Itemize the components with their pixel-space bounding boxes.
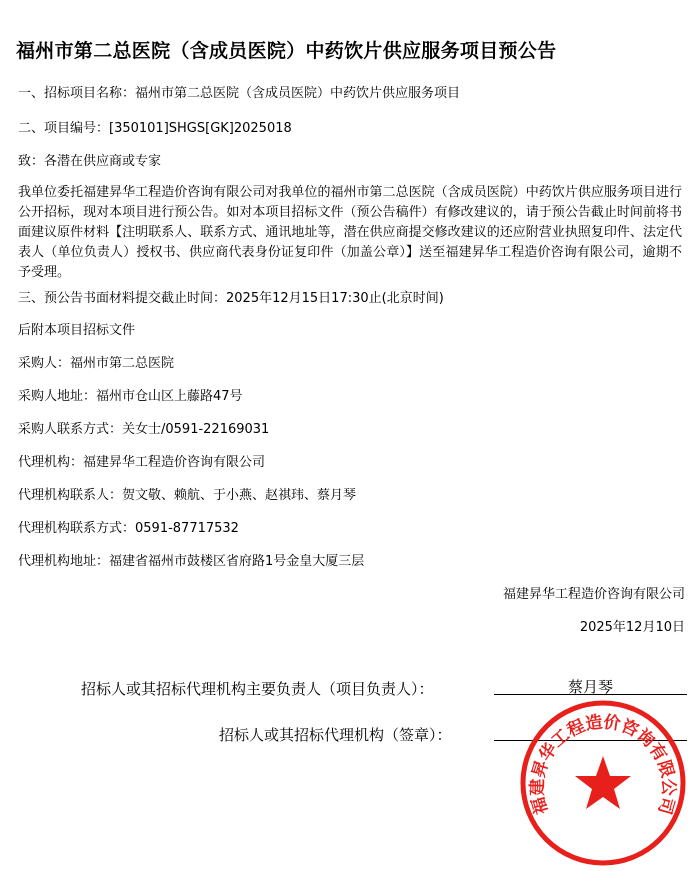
agency-contact-people: 代理机构联系人：贺文敬、赖航、于小燕、赵祺玮、蔡月琴 xyxy=(18,488,357,503)
project-name: 一、招标项目名称：福州市第二总医院（含成员医院）中药饮片供应服务项目 xyxy=(18,86,461,101)
project-number: 二、项目编号：[350101]SHGS[GK]2025018 xyxy=(18,121,292,136)
agency-address: 代理机构地址：福建省福州市鼓楼区省府路1号金皇大厦三层 xyxy=(18,554,365,569)
agency: 代理机构：福建昇华工程造价咨询有限公司 xyxy=(18,455,266,470)
page-title: 福州市第二总医院（含成员医院）中药饮片供应服务项目预公告 xyxy=(16,40,557,62)
signature-date: 2025年12月10日 xyxy=(579,620,685,635)
buyer-contact: 采购人联系方式：关女士/0591-22169031 xyxy=(18,422,270,437)
buyer: 采购人：福州市第二总医院 xyxy=(18,356,175,371)
company-seal-icon xyxy=(518,698,688,868)
body-paragraph: 我单位委托福建昇华工程造价咨询有限公司对我单位的福州市第二总医院（含成员医院）中药饮片供应服务项目进行公开招标，现对本项目进行预公告。如对本项目招标文件（预公告稿件）有修改建议的，请于预公告截止时间前将书面建议原件材料【注明联系人、联系方式、通讯地址等，潜在供应商提交修改建议的还应附营业执照复印件、法定代表人（单位负责人）授权书、供应商代表身份证复印件（加盖公章）】送至福建昇华工程造价咨询有限公司，逾期不予受理。 xyxy=(18,185,682,280)
signature-company: 福建昇华工程造价咨询有限公司 xyxy=(502,587,685,602)
attachment-note: 后附本项目招标文件 xyxy=(18,323,136,338)
seal-label: 招标人或其招标代理机构（签章）： xyxy=(219,726,452,744)
responsible-person-label: 招标人或其招标代理机构主要负责人（项目负责人）： xyxy=(81,680,434,698)
buyer-address: 采购人地址：福州市仓山区上藤路47号 xyxy=(18,389,243,404)
agency-phone: 代理机构联系方式：0591-87717532 xyxy=(18,521,239,536)
salutation: 致：各潜在供应商或专家 xyxy=(18,154,162,169)
responsible-person-value: 蔡月琴 xyxy=(494,676,687,695)
deadline: 三、预公告书面材料提交截止时间：2025年12月15日17:30止(北京时间) xyxy=(18,291,444,306)
seal-arc-text: 福建昇华工程造价咨询有限公司 xyxy=(527,712,679,817)
seal-star-icon xyxy=(575,756,631,809)
